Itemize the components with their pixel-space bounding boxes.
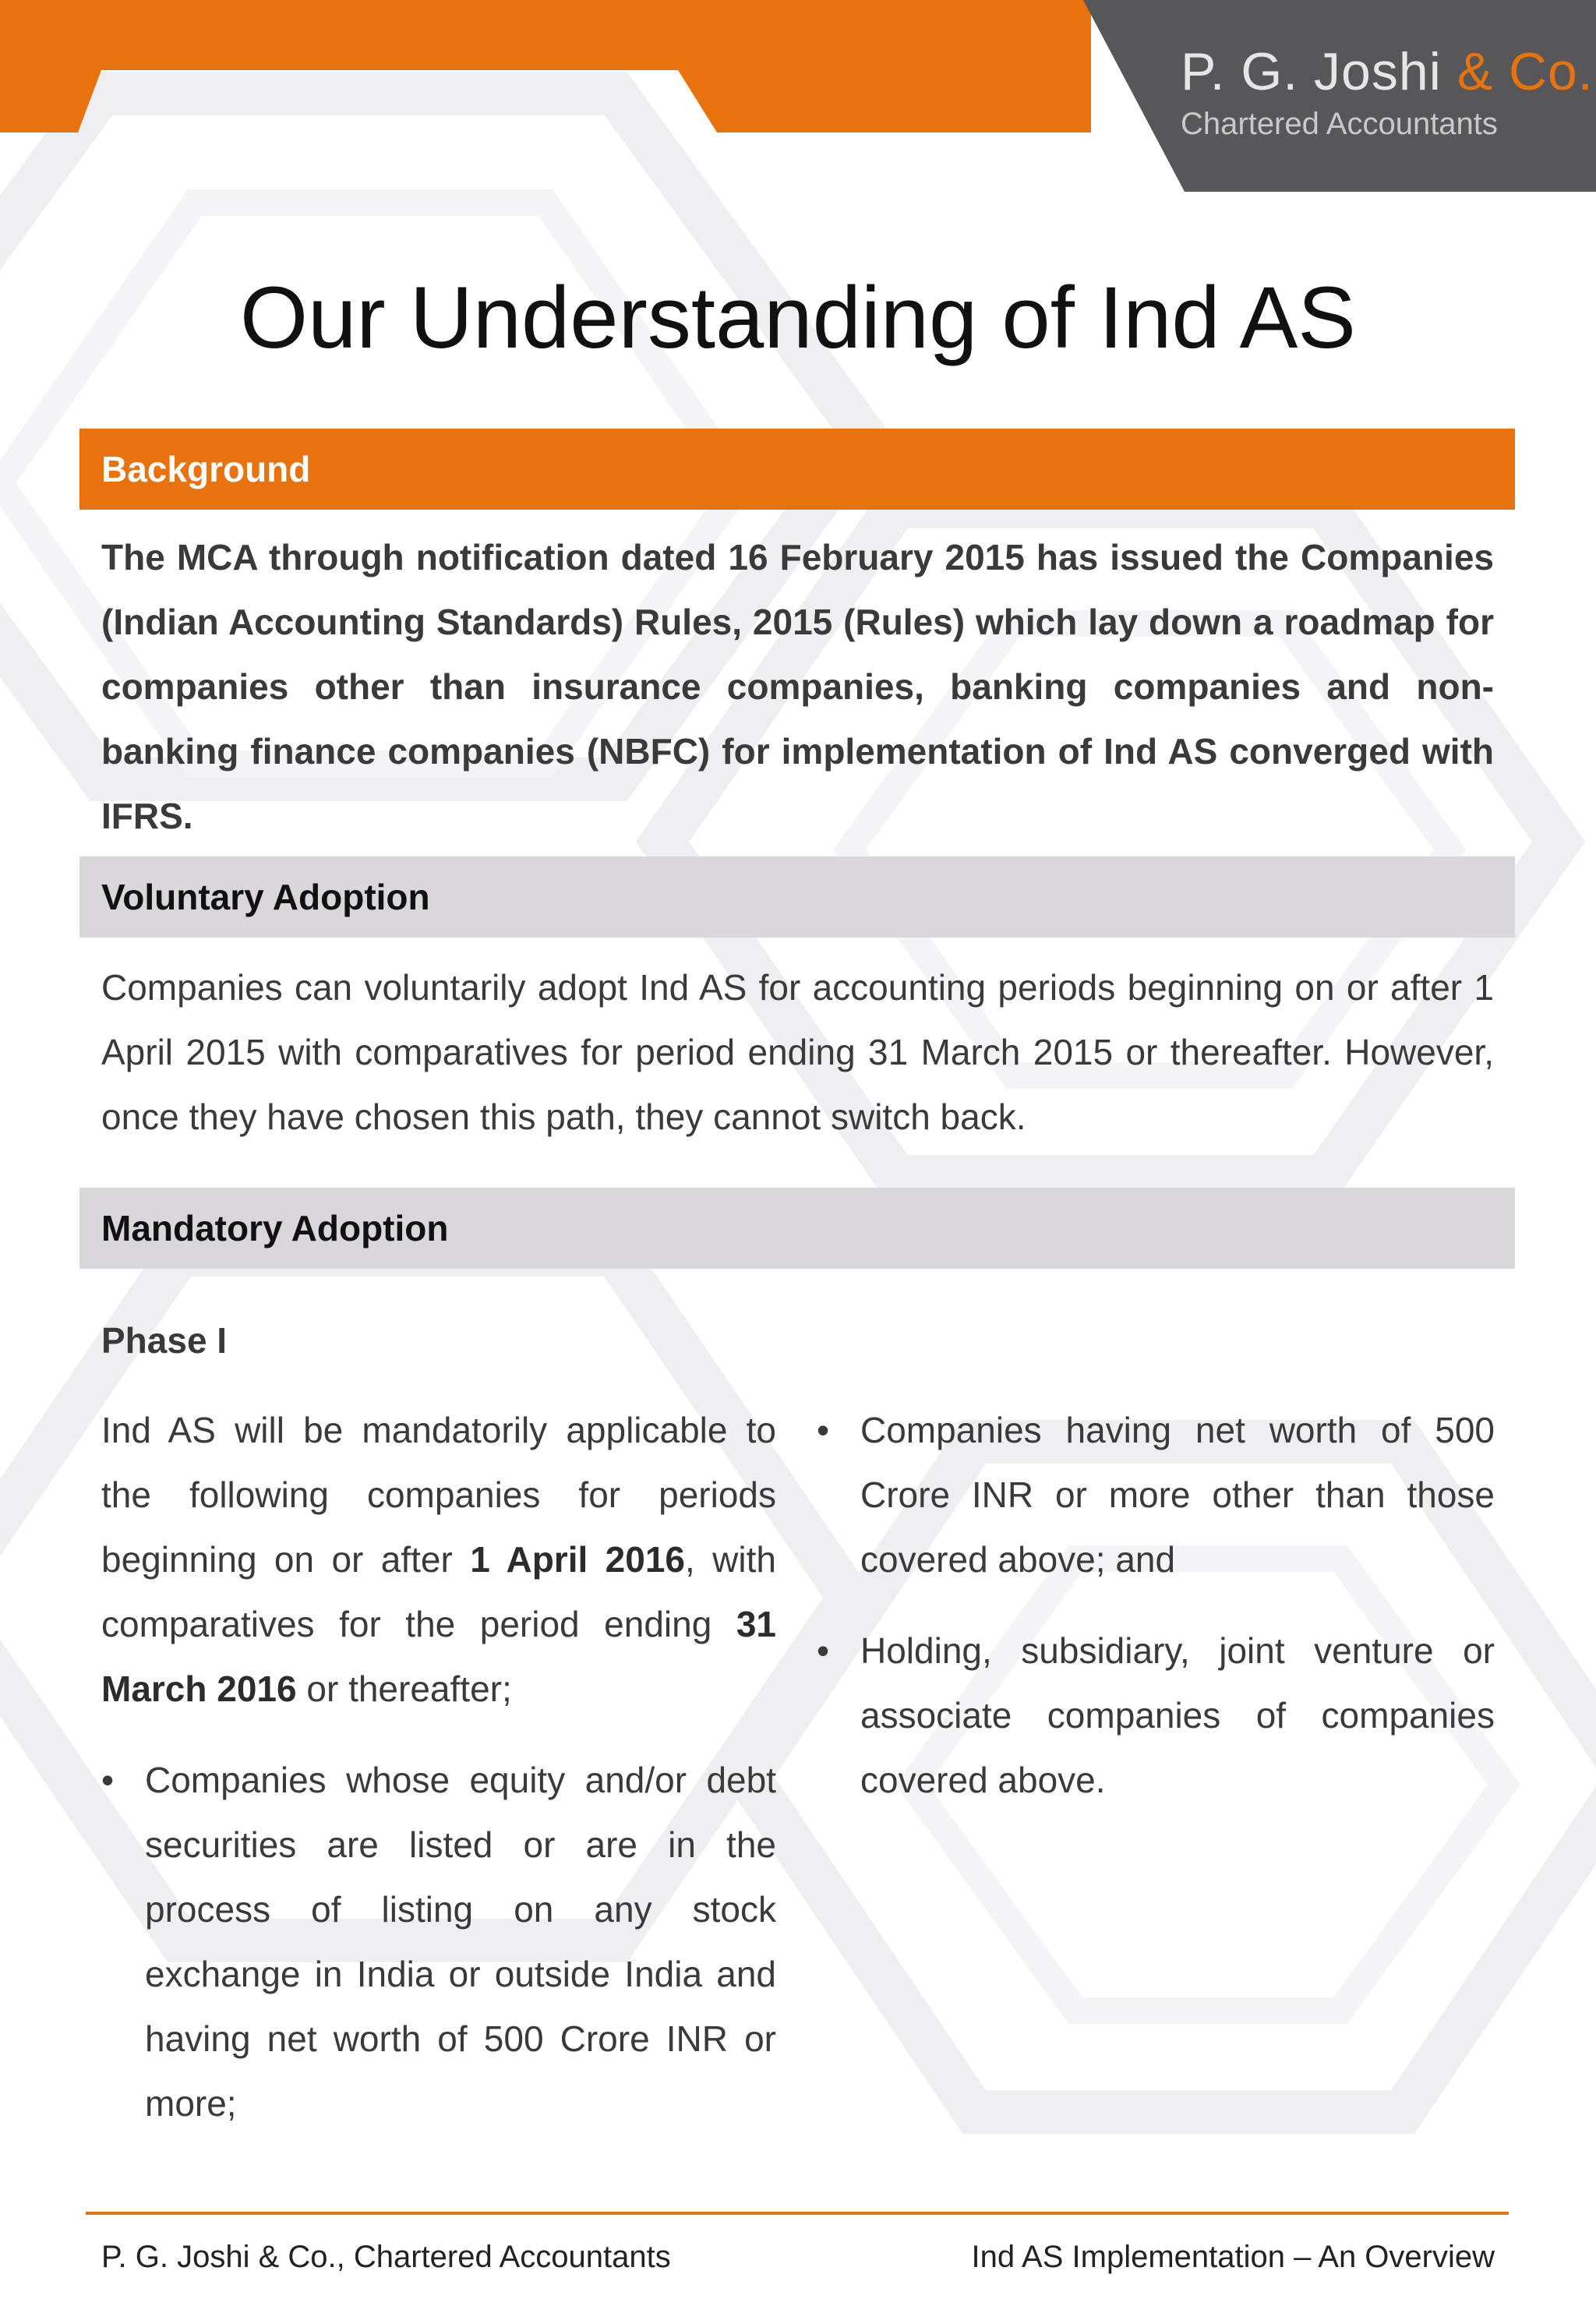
phase-intro-date2: 31 March 2016 [101,1604,776,1709]
bullet-dot-icon: • [101,1760,115,1800]
footer-firm-name: P. G. Joshi & Co., Chartered Accountants [101,2240,671,2274]
header-orange-band [0,0,1091,132]
page-title: Our Understanding of Ind AS [240,269,1356,366]
brand-name [1181,41,1594,103]
bullet-dot-icon: • [817,1410,830,1450]
bullet-text: Holding, subsidiary, joint venture or associate companies of companies covered above. [860,1630,1495,1800]
brand-subtitle: Chartered Accountants [1181,107,1498,141]
voluntary-adoption-text: Companies can voluntarily adopt Ind AS for accounting periods beginning on or after 1 April 2015 with comparatives for period ending 31 March 2015 or thereafter. However, once they have chosen this path, they cannot switch back. [101,967,1494,1137]
phase-intro [101,1398,776,1722]
bullet-item [817,1619,1495,1813]
bullet-text: Companies having net worth of 500 Crore INR or more other than those covered above; and [860,1410,1495,1580]
phase-intro-part2: , with comparatives for the period ending [101,1539,776,1644]
brand-logo [1181,41,1594,142]
footer-document-title: Ind AS Implementation – An Overview [971,2240,1495,2274]
bullet-item [817,1398,1495,1592]
bullet-item [101,1748,776,2136]
phase-intro-part3: or thereafter; [296,1669,512,1709]
mandatory-adoption-heading: Mandatory Adoption [79,1188,1515,1269]
phase-right-column [817,1398,1495,1813]
background-heading: Background [79,429,1515,510]
bullet-text: Companies whose equity and/or debt securities are listed or are in the process of listing on any stock exchange in India or outside India and having net worth of 500 Crore INR or more; [145,1760,776,2124]
phase-intro-date1: 1 April 2016 [470,1539,685,1580]
footer-divider [86,2212,1509,2215]
phase-left-column [101,1398,776,2136]
voluntary-adoption-heading: Voluntary Adoption [79,856,1515,938]
bullet-dot-icon: • [817,1630,830,1671]
phase-intro-part1: Ind AS will be mandatorily applicable to the following companies for periods beginning on or after [101,1410,776,1580]
brand-name-amp: & Co. [1457,42,1594,101]
background-text: The MCA through notification dated 16 February 2015 has issued the Companies (Indian Accounting Standards) Rules, 2015 (Rules) which lay down a roadmap for companies other than insurance companies, banking companies and non-banking finance companies (NBFC) for implementation of Ind AS converged with IFRS. [101,537,1494,836]
brand-name-main: P. G. Joshi [1181,42,1442,101]
phase-label: Phase I [101,1320,228,1361]
